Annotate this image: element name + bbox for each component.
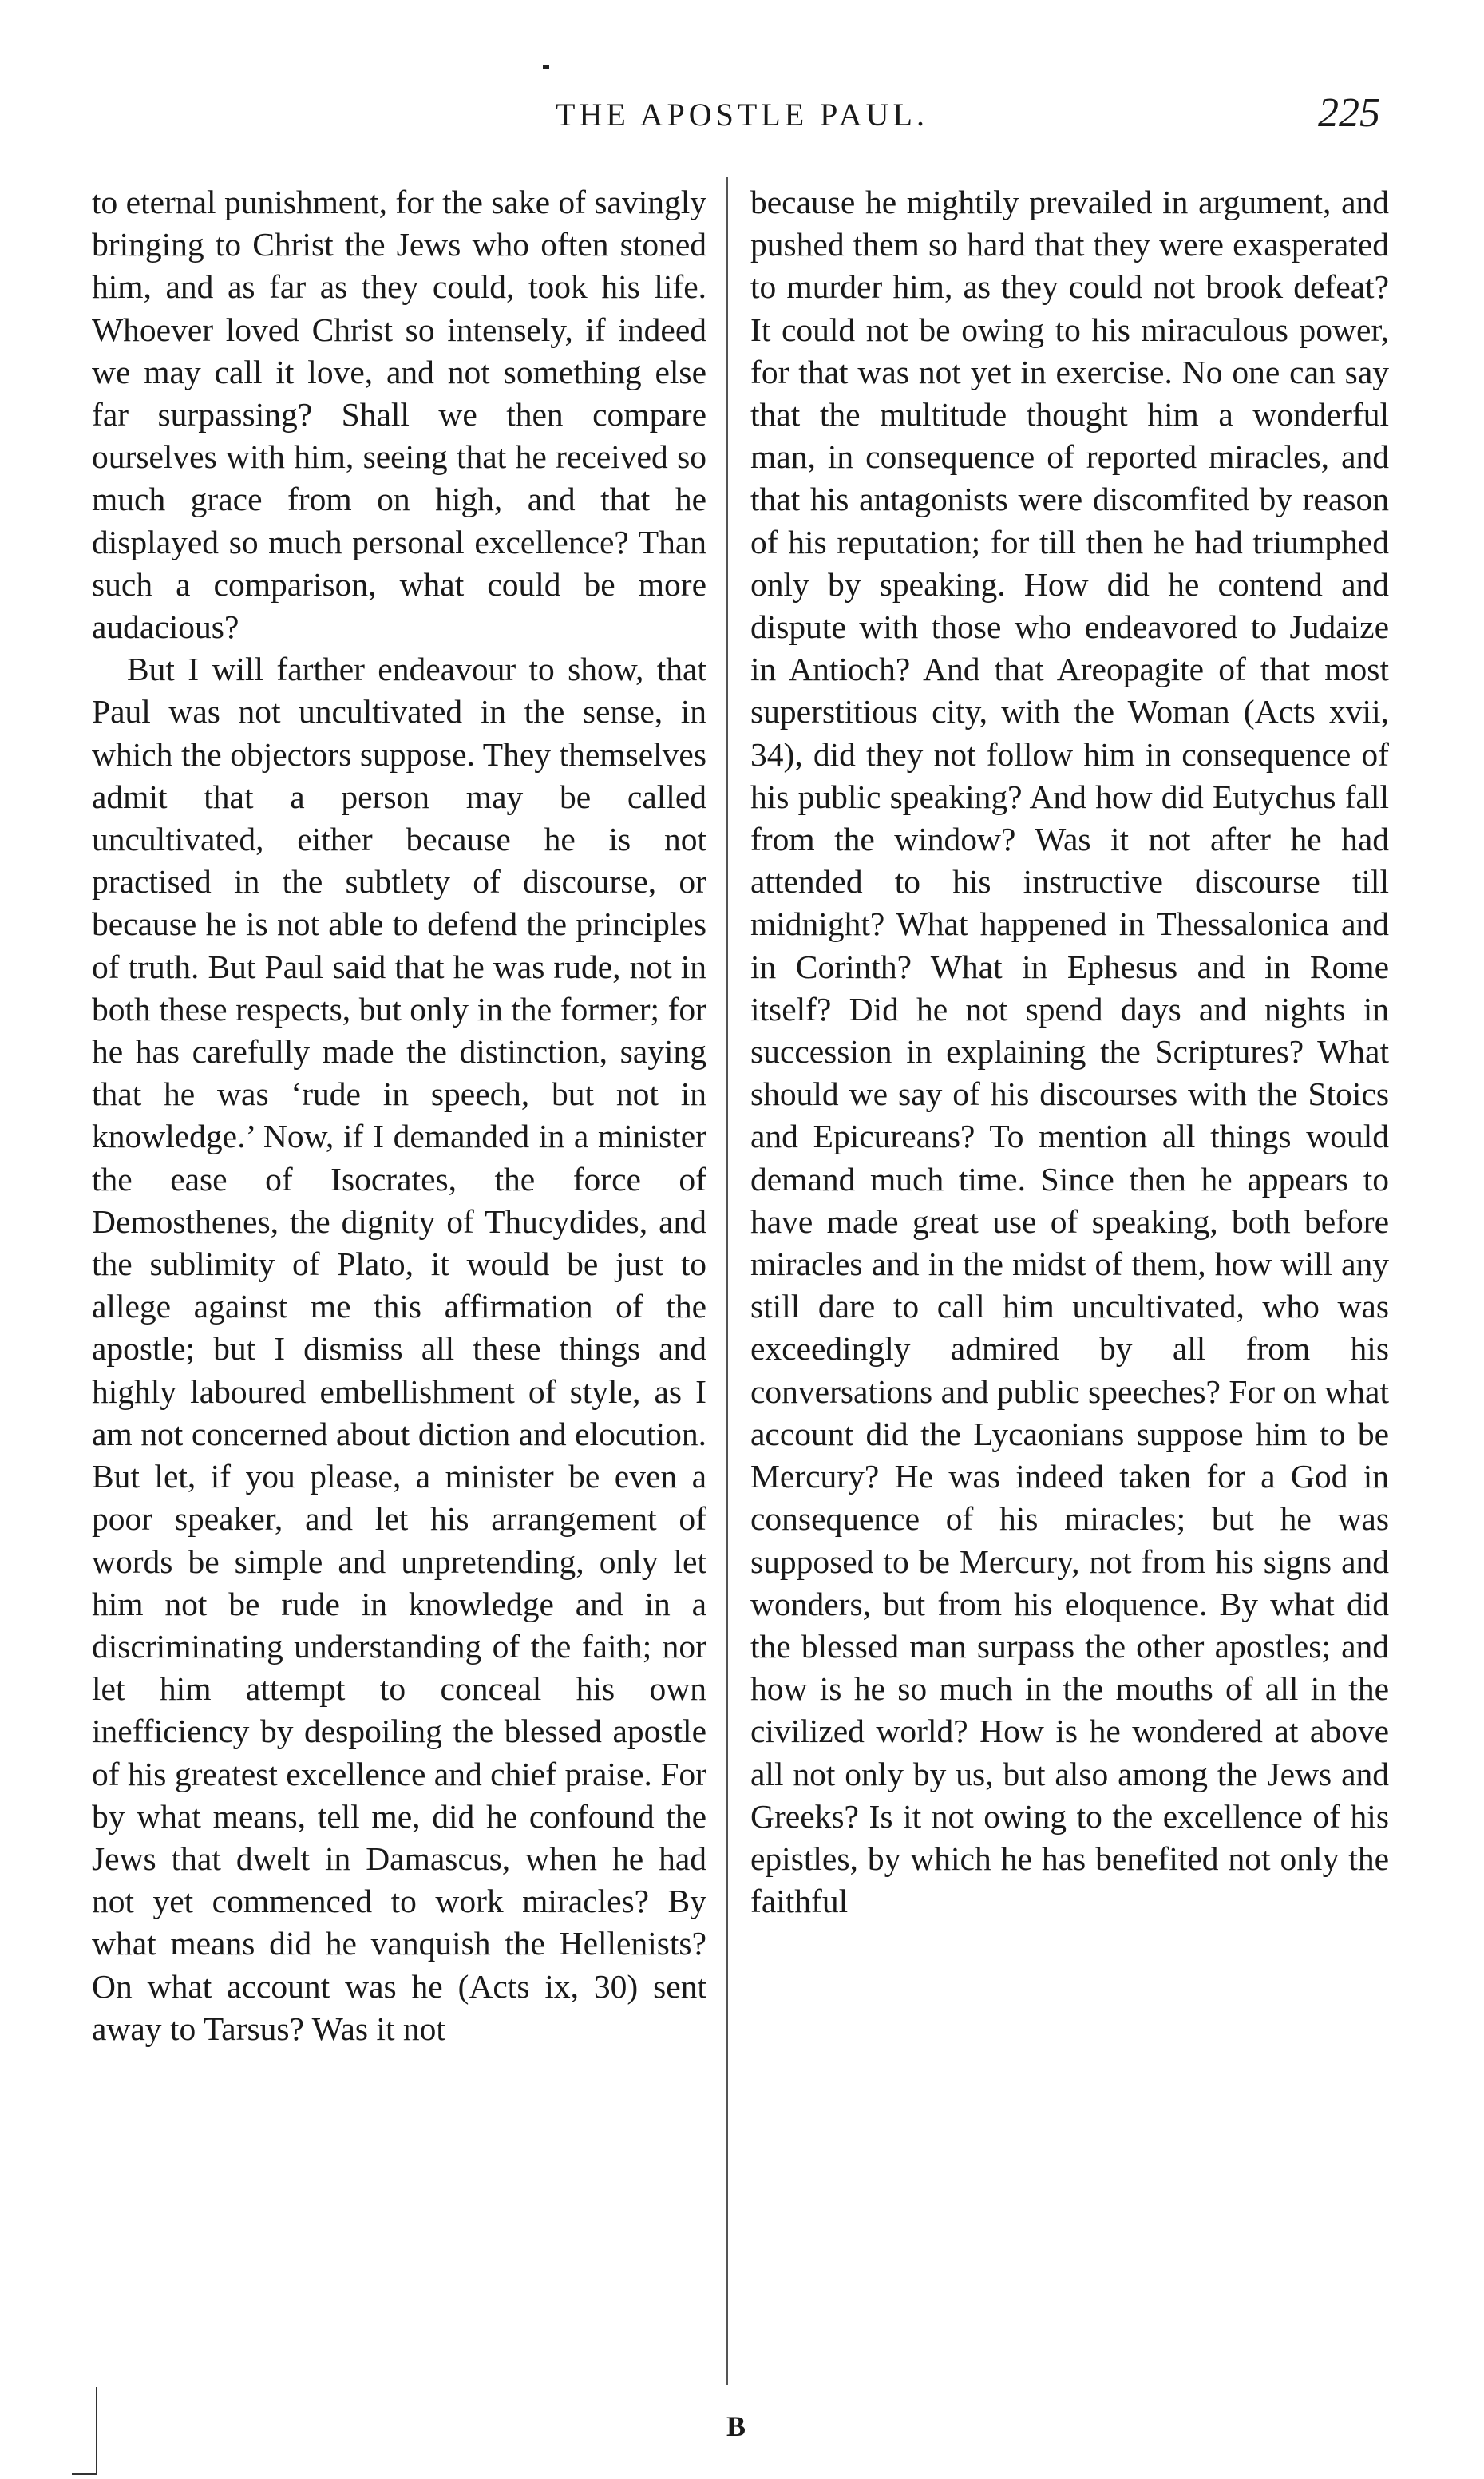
left-paragraph-1: to eternal punishment, for the sake of savingly bringing to Christ the Jews who often stoned him, and as far as they could, took his life. Whoever loved Christ so intensely, if indeed we may call it love, and not something else far surpassing? Shall we then compare ourselves with him, seeing that he received so much grace from on high, and that he displayed so much personal excellence? Than such a comparison, what could be more audacious? (92, 184, 706, 646)
right-column (750, 181, 1389, 1923)
page-header (88, 89, 1396, 137)
signature-mark: B (726, 2410, 746, 2442)
page-number: 225 (1318, 90, 1380, 136)
print-mark (543, 65, 549, 69)
column-rule (726, 177, 728, 2385)
running-head: THE APOSTLE PAUL. (556, 97, 928, 133)
right-paragraph-1: because he mightily prevailed in argument, and pushed them so hard that they were exasperated to murder him, as they could not brook defeat? It could not be owing to his miraculous power, for that was not yet in exercise. No one can say that the multitude thought him a wonderful man, in consequence of reported miracles, and that his antagonists were discomfited by reason of his reputation; for till then he had triumphed only by speaking. How did he contend and dispute with those who endeavored to Judaize in Antioch? And that Areopagite of that most superstitious city, with the Woman (Acts xvii, 34), did they not follow him in consequence of his public speaking? And how did Eutychus fall from the window? Was it not after he had attended to his instructive discourse till midnight? What happened in Thessalonica and in Corinth? What in Ephesus and in Rome itself? Did he not spend days and nights in succession in explaining the Scriptures? What should we say of his discourses with the Stoics and Epicureans? To mention all things would demand much time. Since then he appears to have made great use of speaking, both before miracles and in the midst of them, how will any still dare to call him uncultivated, who was exceedingly admired by all from his conversations and public speeches? For on what account did the Lycaonians suppose him to be Mercury? He was indeed taken for a God in consequence of his miracles; but he was supposed to be Mercury, not from his signs and wonders, but from his eloquence. By what did the blessed man surpass the other apostles; and how is he so much in the mouths of all in the civilized world? How is he wondered at above all not only by us, but also among the Jews and Greeks? Is it not owing to the excellence of his epistles, by which he has benefited not only the faithful (750, 184, 1389, 1920)
left-paragraph-2: But I will farther endeavour to show, that Paul was not uncultivated in the sense, in which the objectors suppose. They themselves admit that a person may be called uncultivated, either because he is not practised in the subtlety of discourse, or because he is not able to defend the principles of truth. But Paul said that he was rude, not in both these respects, but only in the former; for he has carefully made the distinction, saying that he was ‘rude in speech, but not in knowledge.’ Now, if I demanded in a minister the ease of Isocrates, the force of Demosthenes, the dignity of Thucydides, and the sublimity of Plato, it would be just to allege against me this affirmation of the apostle; but I dismiss all these things and highly laboured embellishment of style, as I am not concerned about diction and elocution. But let, if you please, a minister be even a poor speaker, and let his arrangement of words be simple and unpretending, only let him not be rude in knowledge and in a discriminating understanding of the faith; nor let him attempt to conceal his own inefficiency by despoiling the blessed apostle of his greatest excellence and chief praise. For by what means, tell me, did he confound the Jews that dwelt in Damascus, when he had not yet commenced to work miracles? By what means did he vanquish the Hellenists? On what account was he (Acts ix, 30) sent away to Tarsus? Was it not (92, 651, 706, 2047)
crop-mark-horizontal (72, 2473, 97, 2475)
page-footer (0, 2387, 1484, 2467)
crop-mark-vertical (96, 2387, 97, 2475)
left-column (92, 181, 706, 2050)
